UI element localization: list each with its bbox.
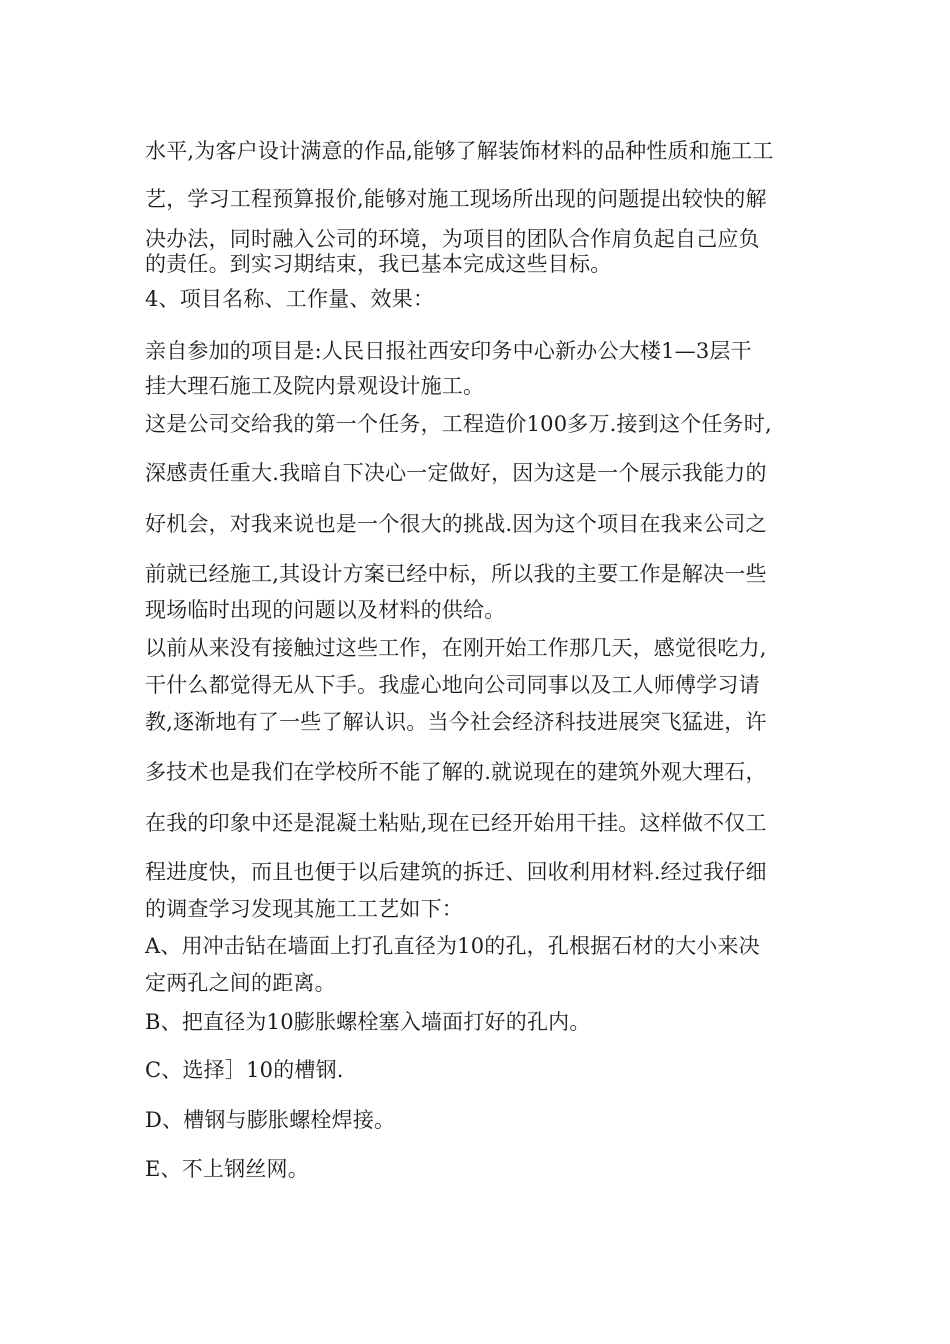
text-line: 艺，学习工程预算报价,能够对施工现场所出现的问题提出较快的解	[145, 187, 767, 211]
text-line: 程进度快，而且也便于以后建筑的拆迁、回收利用材料.经过我仔细	[145, 860, 767, 884]
text-line: 的调查学习发现其施工工艺如下：	[145, 897, 463, 921]
text-line: 决办法，同时融入公司的环境，为项目的团队合作肩负起自己应负	[145, 227, 760, 251]
text-line: 现场临时出现的问题以及材料的供给。	[145, 598, 506, 622]
text-line: 挂大理石施工及院内景观设计施工。	[145, 374, 485, 398]
list-item-c: C、选择］10的槽钢.	[145, 1058, 344, 1082]
list-item-b: B、把直径为10膨胀螺栓塞入墙面打好的孔内。	[145, 1010, 591, 1034]
text-line: 在我的印象中还是混凝土粘贴,现在已经开始用干挂。这样做不仅工	[145, 811, 767, 835]
list-item-d: D、槽钢与膨胀螺栓焊接。	[145, 1108, 396, 1132]
text-line: 教,逐渐地有了一些了解认识。当今社会经济科技进展突飞猛进，许	[145, 710, 767, 734]
text-line: 这是公司交给我的第一个任务，工程造价100多万.接到这个任务时,	[145, 412, 772, 436]
section-heading: 4、项目名称、工作量、效果：	[145, 287, 435, 311]
list-item-a: A、用冲击钻在墙面上打孔直径为10的孔，孔根据石材的大小来决	[145, 934, 760, 958]
text-line: 亲自参加的项目是:人民日报社西安印务中心新办公大楼1—3层干	[145, 339, 752, 363]
text-line: 的责任。到实习期结束，我已基本完成这些目标。	[145, 252, 612, 276]
text-line: 深感责任重大.我暗自下决心一定做好，因为这是一个展示我能力的	[145, 461, 767, 485]
text-line: 多技术也是我们在学校所不能了解的.就说现在的建筑外观大理石，	[145, 760, 767, 784]
text-line: 好机会，对我来说也是一个很大的挑战.因为这个项目在我来公司之	[145, 512, 767, 536]
text-line: 干什么都觉得无从下手。我虚心地向公司同事以及工人师傅学习请	[145, 673, 760, 697]
list-item-a-continued: 定两孔之间的距离。	[145, 971, 336, 995]
text-line: 以前从来没有接触过这些工作，在刚开始工作那几天，感觉很吃力,	[145, 636, 767, 660]
list-item-e: E、不上钢丝网。	[145, 1157, 309, 1181]
text-line: 前就已经施工,其设计方案已经中标，所以我的主要工作是解决一些	[145, 562, 767, 586]
text-line: 水平,为客户设计满意的作品,能够了解装饰材料的品种性质和施工工	[145, 139, 774, 163]
